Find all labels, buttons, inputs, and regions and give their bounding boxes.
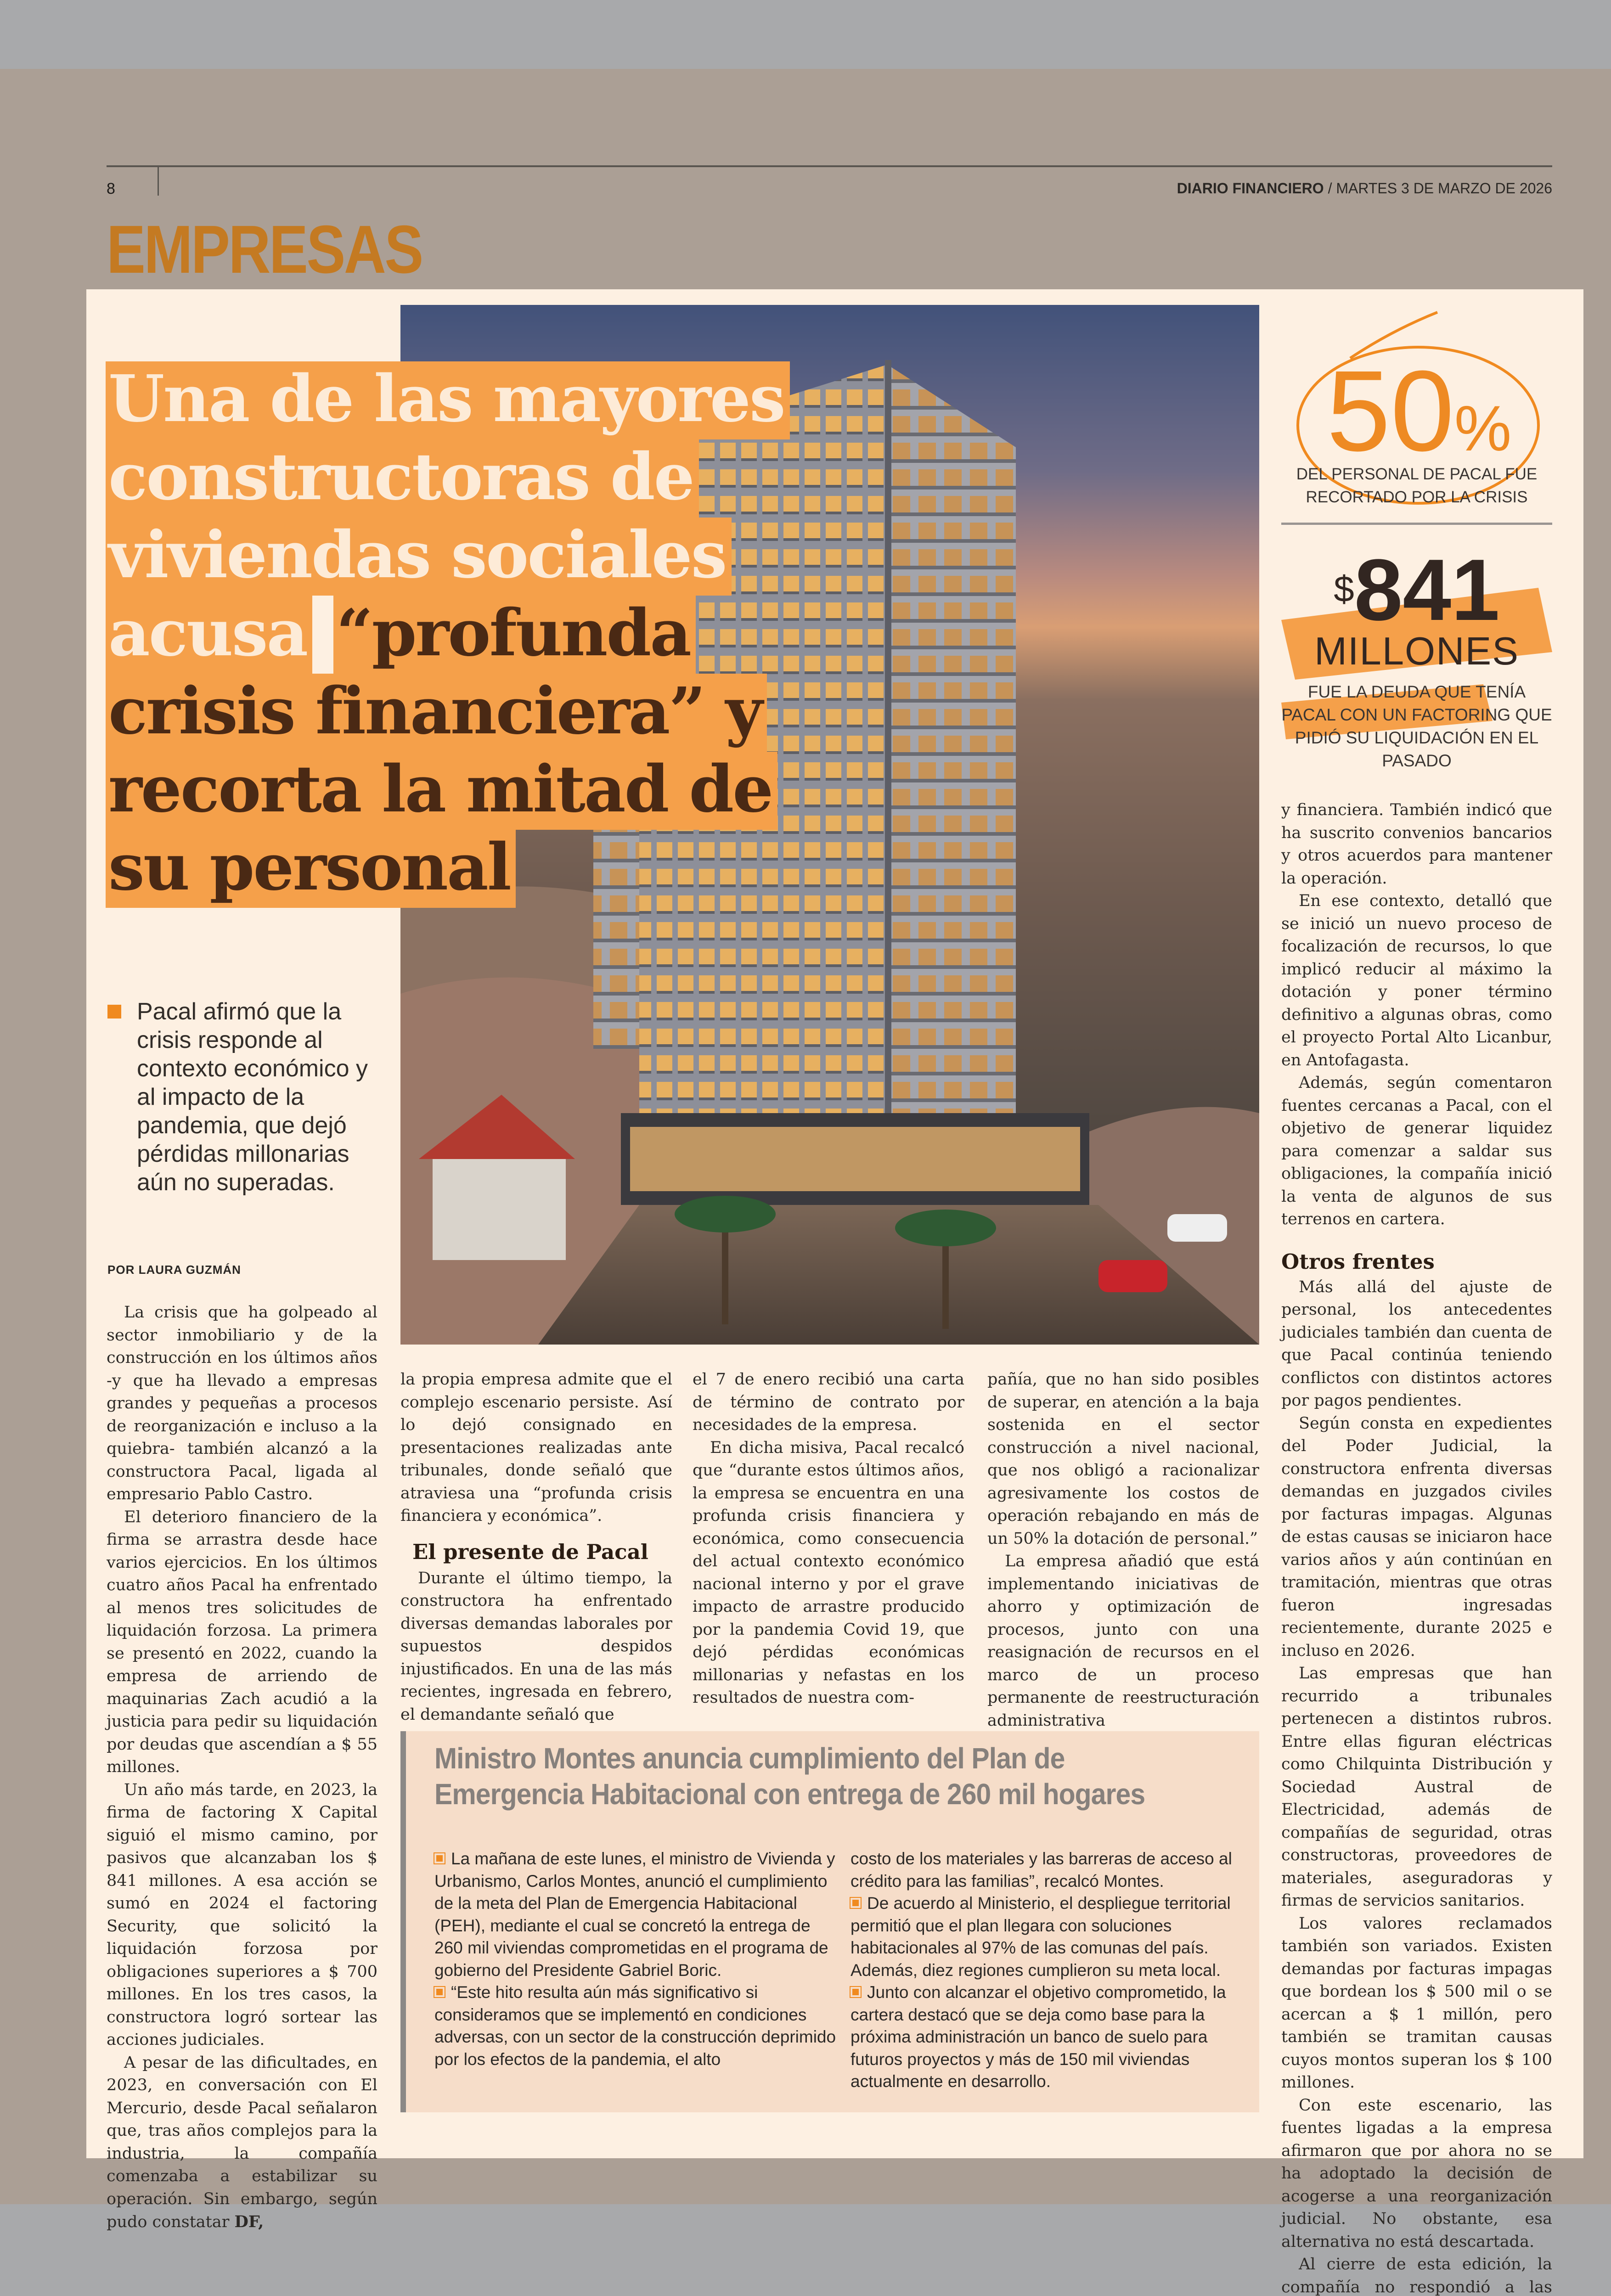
related-news-column-right [851,1848,1245,2093]
stat-50-unit: % [1454,392,1512,464]
col5-paragraph: Además, según comentaron fuentes cercanas a Pacal, con el objetivo de generar liquidez para comenzar a saldar sus obligaciones, la compañía inició la venta de algunos de sus terrenos en cartera. [1281,1074,1552,1228]
article-column-3 [693,1368,964,1710]
stat-841-currency: $ [1334,568,1354,609]
article-column-1 [107,1301,377,2234]
related-news-paragraph [434,1981,839,2071]
related-news-paragraph-text: De acuerdo al Ministerio, el despliegue territorial permitió que el plan llegara con soluciones habitacionales al 97% de las comunas del país. Además, diez regiones cumplieron su meta local. [851,1894,1231,1980]
col1-paragraph: Un año más tarde, en 2023, la firma de factoring X Capital siguió el mismo camino, por pasivos que alcanzaban los $ 841 millones. A esa acción se sumó en 2024 el factoring Security, que solicitó la liquidación forzosa por obligaciones superiores a $ 700 millones. En los tres casos, la constructora logró sortear las acciones judiciales. [107,1780,377,2049]
stat-841-value [1281,541,1552,639]
stat-50-caption: DEL PERSONAL DE PACAL FUE RECORTADO POR LA CRISIS [1296,465,1538,506]
section-title: EMPRESAS [107,212,422,287]
col5-paragraph: Con este escenario, las fuentes ligadas a la empresa afirmaron que por ahora no se ha adoptado la decisión de acogerse a una reorganización judicial. No obstante, esa alternativa no está descartada. [1281,2096,1552,2251]
article-column-5 [1281,799,1552,2296]
headline [106,360,836,906]
page-number: 8 [107,180,115,197]
col1-paragraph: El deterioro financiero de la firma se arrastra desde hace varios ejercicios. En los últimos cuatro años Pacal ha enfrentado al menos tres solicitudes de liquidación forzosa. La primera se presentó en 2022, cuando la empresa de arriendo de maquinarias Zach acudió a la justicia para pedir su liquidación por deudas que ascendían a $ 55 millones. [107,1508,377,1776]
col3-paragraph: En dicha misiva, Pacal recalcó que “durante estos últimos años, la empresa se encuentra en una profunda crisis financiera y económica, como consecuencia del actual contexto económico nacional interno y por el grave impacto de arrastre producido por la pandemia Covid 19, que dejó pérdidas económicas millonarias y nefastas en los resultados de nuestra com- [693,1438,964,1707]
related-news-paragraph [434,1848,839,1981]
stat-841-number: 841 [1354,541,1500,639]
stat-841-caption: FUE LA DEUDA QUE TENÍA PACAL CON UN FACTORING QUE PIDIÓ SU LIQUIDACIÓN EN EL PASADO [1281,682,1552,770]
header-rule [107,165,1552,167]
article-column-4 [987,1368,1259,1732]
stat-50-number: 50 [1326,347,1454,475]
col5-paragraph: Al cierre de esta edición, la compañía no respondió a las [1281,2255,1552,2296]
publication-name: DIARIO FINANCIERO [1177,180,1324,197]
related-news-paragraph: costo de los materiales y las barreras de acceso al crédito para las familias”, recalcó Montes. [851,1849,1232,1891]
headline-dark: “profunda crisis financiera” y recorta la mitad de su personal [106,596,777,908]
bullet-icon [434,1853,445,1863]
related-news-paragraph-text: Junto con alcanzar el objetivo comprometido, la cartera destacó que se deja como base para la próxima administración un banco de suelo para futuros proyectos y más de 150 mil viviendas actualmente en desarrollo. [851,1983,1226,2091]
col5-paragraph: Las empresas que han recurrido a tribunales pertenecen a distintos rubros. Entre ellas figuran eléctricas como Chilquinta Distribución y Sociedad Austral de Electricidad, además de compañías de seguridad, otras constructoras, proveedores de materiales, aseguradoras y firmas de servicios sanitarios. [1281,1664,1552,1910]
related-news-bar [400,1731,406,2112]
stats-divider [1281,523,1552,525]
byline: POR LAURA GUZMÁN [107,1263,241,1277]
stat-50-value [1313,347,1525,475]
col5-paragraph: Más allá del ajuste de personal, los antecedentes judiciales también dan cuenta de que Pacal continúa teniendo conflictos con distintos actores por pagos pendientes. [1281,1277,1552,1410]
subheading-otros-frentes: Otros frentes [1281,1249,1435,1274]
masthead [1177,180,1552,197]
col5-paragraph: En ese contexto, detalló que se inició un nuevo proceso de focalización de recursos, lo que implicó reducir al máximo la dotación y poner término definitivo a algunas obras, como el proyecto Portal Alto Licanbur, en Antofagasta. [1281,892,1552,1069]
col2-paragraph: la propia empresa admite que el complejo escenario persiste. Así lo dejó consignado en presentaciones realizadas ante tribunales, donde señaló que atraviesa una “profunda crisis financiera y económica”. [400,1370,672,1525]
related-news-paragraph [851,1981,1245,2093]
col5-paragraph: Los valores reclamados también son variados. Existen demandas por facturas impagas que bordean los $ 500 mil o se acercan a $ 1 millón, pero también se tramitan causas cuyos montos superan los $ 100 millones. [1281,1914,1552,2092]
issue-date: / MARTES 3 DE MARZO DE 2026 [1324,180,1552,197]
col1-paragraph [107,2052,377,2234]
col5-paragraph: y financiera. También indicó que ha suscrito convenios bancarios y otros acuerdos para mantener la operación. [1281,801,1552,888]
col1-paragraph: La crisis que ha golpeado al sector inmobiliario y de la construcción en los últimos años -y que ha llevado a empresas grandes y pequeñas a procesos de reorganización e incluso a la quiebra- también alcanzó a la constructora Pacal, ligada al empresario Pablo Castro. [107,1303,377,1503]
stat-841-unit: MILLONES [1314,630,1519,673]
article-column-2 [400,1368,672,1726]
related-news-paragraph-text: “Este hito resulta aún más significativo si consideramos que se implementó en condiciones adversas, con un sector de la construcción deprimido por los efectos de la pandemia, el alto [434,1983,836,2069]
bullet-icon [851,1898,861,1908]
headline-light: Una de las mayores constructoras de viviendas sociales acusa [106,361,790,674]
subhead: Pacal afirmó que la crisis responde al contexto económico y al impacto de la pandemia, que dejó pérdidas millonarias aún no superadas. [137,998,368,1196]
related-news-paragraph-text: La mañana de este lunes, el ministro de Vivienda y Urbanismo, Carlos Montes, anunció el cumplimiento de la meta del Plan de Emergencia Habitacional (PEH), mediante el cual se concretó la entrega de 260 mil viviendas comprometidas en el programa de gobierno del Presidente Gabriel Boric. [434,1849,835,1980]
col2-paragraph: Durante el último tiempo, la constructora ha enfrentado diversas demandas laborales por supuestos despidos injustificados. En una de las más recientes, ingresada en febrero, el demandante señaló que [400,1569,672,1724]
related-news-column-left [434,1848,839,2071]
subheading-el-presente: El presente de Pacal [412,1539,648,1564]
col3-paragraph: el 7 de enero recibió una carta de término de contrato por necesidades de la empresa. [693,1370,964,1434]
col1-paragraph-text: A pesar de las dificultades, en 2023, en conversación con El Mercurio, desde Pacal señalaron que, tras años complejos para la industria, la compañía comenzaba a estabilizar su operación. Sin embargo, según pudo constatar [107,2053,377,2231]
col5-paragraph: Según consta en expedientes del Poder Judicial, la constructora enfrenta diversas demandas en juzgados civiles por facturas impagas. Algunas de estas causas se iniciaron hace varios años y aún continúan en tramitación, mientras que otras fueron ingresadas recientemente, durante 2025 e incluso en 2026. [1281,1414,1552,1660]
page-number-divider [158,166,159,196]
bullet-icon [851,1987,861,1997]
df-mention: DF, [234,2212,264,2231]
subhead-bullet-icon [107,1005,121,1019]
col4-paragraph: pañía, que no han sido posibles de superar, en atención a la baja sostenida en el sector construcción a nivel nacional, que nos obligó a racionalizar agresivamente los costos de operación rebajando en más de un 50% la dotación de personal.” [987,1370,1259,1548]
bullet-icon [434,1987,445,1997]
col4-paragraph: La empresa añadió que está implementando iniciativas de ahorro y optimización de procesos, junto con una reasignación de recursos en el marco de un proceso permanente de reestructuración administrativa [987,1552,1259,1730]
related-news-paragraph [851,1892,1245,1981]
related-news-title: Ministro Montes anuncia cumplimiento del Plan de Emergencia Habitacional con entrega de 260 mil hogares [434,1742,1145,1811]
